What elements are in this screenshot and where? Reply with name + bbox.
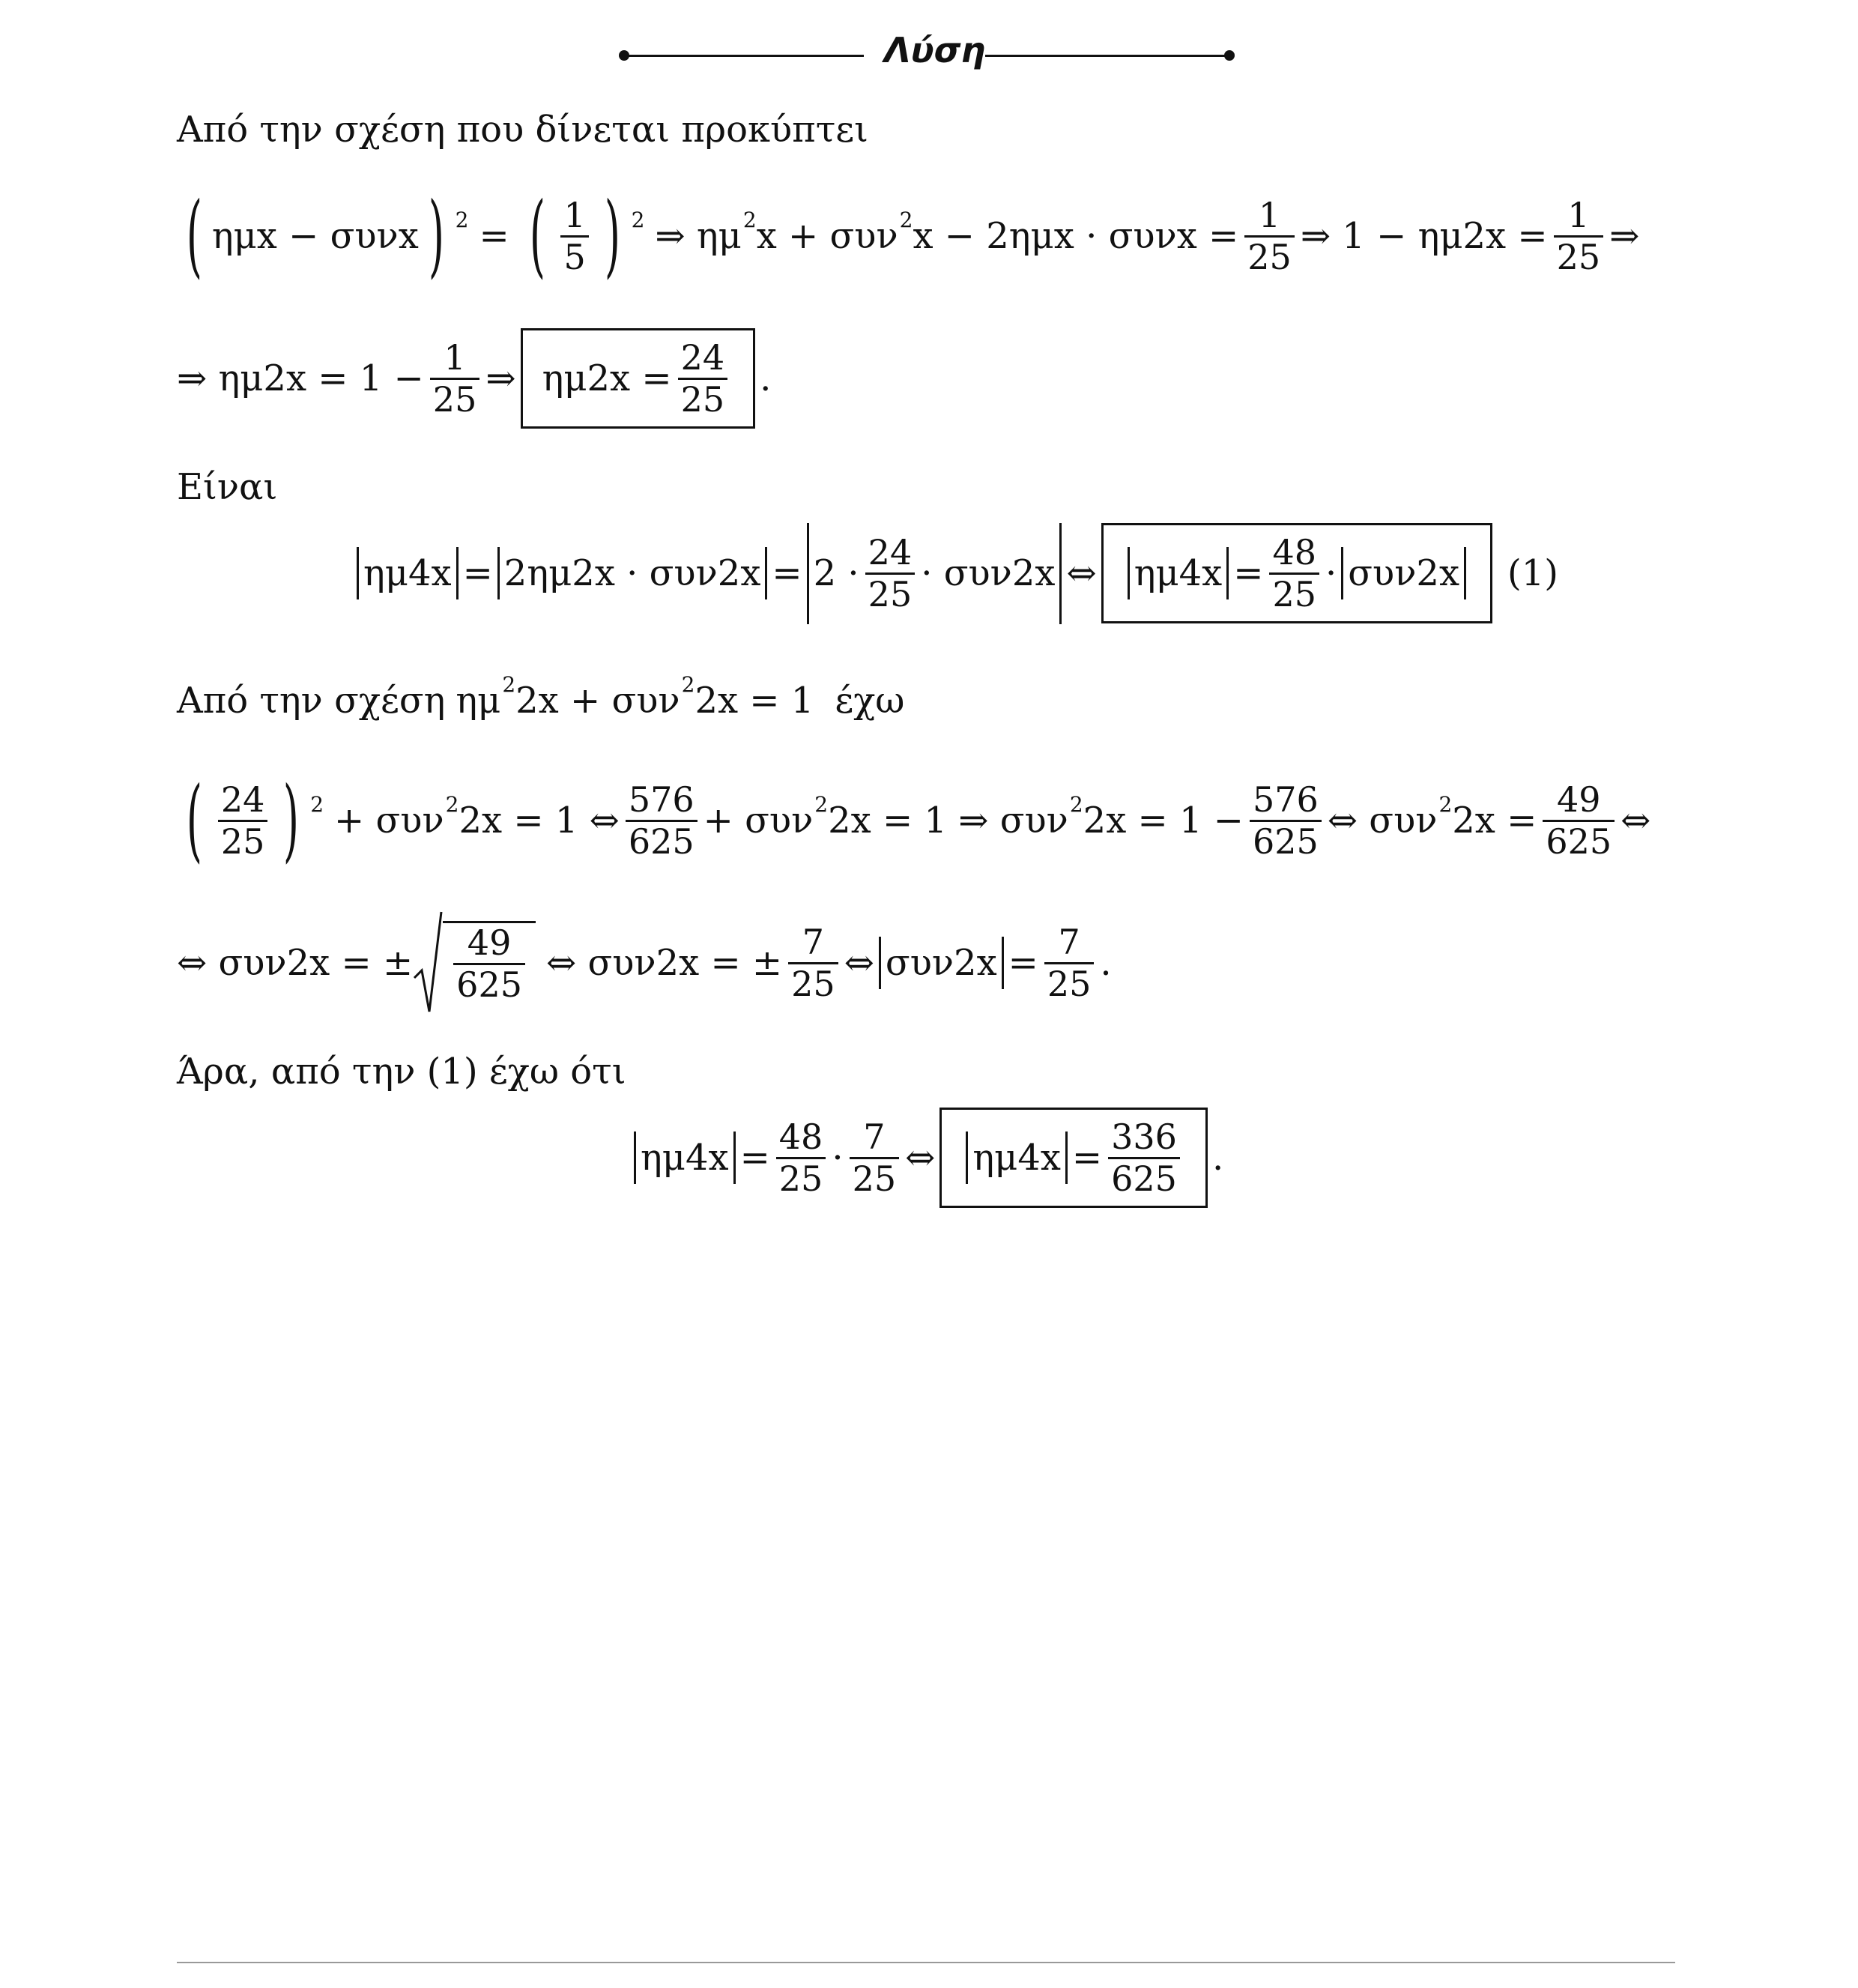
eq4-exponent: 2 xyxy=(310,791,324,817)
fraction-7-25-a xyxy=(788,922,838,1004)
abs-bar xyxy=(966,1132,968,1184)
abs-bar xyxy=(1128,547,1130,599)
eq4-t1: + συν xyxy=(334,800,444,842)
fraction-48-25-b xyxy=(776,1117,826,1199)
frac-num: 24 xyxy=(868,531,913,572)
eq4-sq-2: 2 xyxy=(814,791,829,817)
heading-text: Λύση xyxy=(884,30,986,70)
frac-den: 25 xyxy=(778,1158,823,1199)
abs-bar xyxy=(1464,547,1466,599)
fraction-24-25-b xyxy=(865,533,916,614)
eq4-sq-3: 2 xyxy=(1069,791,1083,817)
intro-text: Από την σχέση που δίνεται προκύπτει xyxy=(177,109,868,151)
eq4-t5: 2x = 1 − xyxy=(1083,800,1244,842)
ara-text: Άρα, από την (1) έχω ότι xyxy=(177,1051,626,1093)
frac-num: 7 xyxy=(863,1116,886,1157)
heading-right-dot xyxy=(1224,50,1235,61)
frac-den: 25 xyxy=(220,821,265,862)
eq3-c-pre: 2 · xyxy=(813,552,859,594)
frac-den: 25 xyxy=(868,573,913,614)
equation-5 xyxy=(177,907,1112,1019)
eq4-sq-1: 2 xyxy=(445,791,459,817)
eq5-iff: ⇔ xyxy=(844,942,874,984)
eq6-a: ημ4x xyxy=(641,1137,729,1179)
eq3-equals: = xyxy=(462,552,493,594)
paren-open-2: ( xyxy=(529,184,545,288)
equation-3 xyxy=(352,517,1558,629)
eq5-equals: = xyxy=(1008,942,1038,984)
frac-den: 5 xyxy=(563,236,586,277)
fraction-24-25-c xyxy=(218,780,268,862)
eq4-t4: 2x = 1 ⇒ συν xyxy=(828,800,1068,842)
from-rel-m1: ημ xyxy=(456,680,501,722)
frac-den: 625 xyxy=(1253,821,1319,862)
eq3-c-post: · συν2x xyxy=(921,552,1056,594)
heading-left-rule xyxy=(624,55,864,57)
radicand xyxy=(443,921,536,1005)
eq4-end: ⇔ xyxy=(1621,800,1651,842)
frac-num: 24 xyxy=(680,336,725,378)
eq3-a: ημ4x xyxy=(363,552,452,594)
frac-den: 625 xyxy=(628,821,695,862)
abs-bar xyxy=(1226,547,1229,599)
eq3-equals-2: = xyxy=(772,552,802,594)
eq1-lhs: ημx − συνx xyxy=(211,215,419,257)
abs-bar xyxy=(879,937,881,989)
eq4-t6: ⇔ συν xyxy=(1327,800,1438,842)
frac-den: 625 xyxy=(1546,821,1612,862)
eq1-exponent: 2 xyxy=(455,207,469,232)
eq2-start: ⇒ ημ2x = 1 − xyxy=(177,357,424,399)
box-lhs: ημ2x = xyxy=(542,357,672,399)
abs-bar xyxy=(1065,1132,1068,1184)
footer-rule xyxy=(177,1962,1675,1963)
eq1-mid4: ⇒ 1 − ημ2x = xyxy=(1300,215,1548,257)
eq4-t7: 2x = xyxy=(1452,800,1537,842)
fraction-1-25-a xyxy=(1244,196,1295,277)
eq4-sq-4: 2 xyxy=(1438,791,1453,817)
paren-close-2: ) xyxy=(604,184,620,288)
abs-bar-tall xyxy=(807,523,809,624)
frac-num: 48 xyxy=(1272,531,1317,572)
frac-num: 48 xyxy=(778,1116,823,1157)
equation-2 xyxy=(177,322,771,435)
frac-den: 25 xyxy=(1272,573,1317,614)
boxed-final-result xyxy=(939,1108,1208,1209)
box-dot: · xyxy=(1325,552,1337,594)
frac-num: 1 xyxy=(1567,194,1590,235)
boxed-result-abs-sin4x xyxy=(1101,523,1492,624)
fraction-1-5 xyxy=(560,196,588,277)
box-a: ημ4x xyxy=(1134,552,1223,594)
abs-bar xyxy=(456,547,459,599)
eq1-mid1: ⇒ ημ xyxy=(655,215,742,257)
frac-num: 7 xyxy=(1058,921,1080,962)
eq1-end-arrow: ⇒ xyxy=(1609,215,1640,257)
frac-den: 25 xyxy=(1556,236,1601,277)
frac-den: 625 xyxy=(456,964,522,1005)
from-rel-post: έχω xyxy=(835,680,905,722)
box-equals: = xyxy=(1071,1137,1103,1179)
abs-bar xyxy=(497,547,500,599)
solution-heading xyxy=(0,30,1858,75)
fraction-24-25 xyxy=(678,338,728,420)
frac-den: 25 xyxy=(852,1158,897,1199)
frac-num: 1 xyxy=(563,194,586,235)
eq1-mid3: x − 2ημx · συνx = xyxy=(913,215,1239,257)
eq1-sq-2: 2 xyxy=(899,207,913,232)
abs-bar xyxy=(1341,547,1343,599)
eq6-dot: · xyxy=(832,1137,844,1179)
fraction-49-625 xyxy=(1543,780,1615,862)
einai-text: Είναι xyxy=(177,466,278,508)
frac-den: 25 xyxy=(680,378,725,420)
fraction-336-625 xyxy=(1108,1117,1180,1199)
eq5-period: . xyxy=(1100,942,1112,984)
equation-label-1: (1) xyxy=(1507,552,1559,594)
equation-6 xyxy=(629,1102,1223,1214)
frac-num: 576 xyxy=(628,779,695,820)
heading-right-rule xyxy=(985,55,1229,57)
frac-num: 49 xyxy=(1556,779,1601,820)
eq5-abs-in: συν2x xyxy=(885,942,997,984)
eq3-iff: ⇔ xyxy=(1066,552,1097,594)
from-relation-line xyxy=(177,671,905,727)
fraction-576-625-b xyxy=(1250,780,1322,862)
paren-close-3: ) xyxy=(283,768,300,872)
eq5-mid: ⇔ συν2x = ± xyxy=(545,942,783,984)
boxed-result-sin2x xyxy=(521,328,756,429)
fraction-576-625-a xyxy=(626,780,697,862)
abs-bar xyxy=(634,1132,636,1184)
eq2-period: . xyxy=(760,357,772,399)
eq1-exponent-2: 2 xyxy=(631,207,645,232)
box-equals: = xyxy=(1233,552,1264,594)
frac-num: 7 xyxy=(802,921,825,962)
eq3-b: 2ημ2x · συν2x xyxy=(503,552,761,594)
radical-sign-icon xyxy=(413,910,443,1015)
abs-bar xyxy=(765,547,767,599)
frac-num: 576 xyxy=(1253,779,1319,820)
frac-num: 336 xyxy=(1111,1116,1177,1157)
eq6-equals: = xyxy=(739,1137,770,1179)
eq2-arrow: ⇒ xyxy=(485,357,516,399)
from-rel-m3: 2x = 1 xyxy=(695,680,814,722)
box-b: συν2x xyxy=(1348,552,1460,594)
fraction-1-25-c xyxy=(430,338,480,420)
radicand-fraction xyxy=(453,923,525,1005)
eq6-iff: ⇔ xyxy=(905,1137,936,1179)
equation-4 xyxy=(177,764,1650,877)
abs-bar xyxy=(1002,937,1004,989)
eq5-start: ⇔ συν2x = ± xyxy=(177,942,414,984)
abs-bar xyxy=(357,547,359,599)
frac-den: 25 xyxy=(1247,236,1292,277)
eq6-period: . xyxy=(1211,1137,1224,1179)
fraction-7-25-c xyxy=(850,1117,900,1199)
eq4-t3: + συν xyxy=(703,800,814,842)
equation-1 xyxy=(177,172,1639,300)
frac-num: 1 xyxy=(1258,194,1281,235)
frac-num: 24 xyxy=(220,779,265,820)
frac-num: 49 xyxy=(467,922,512,964)
fraction-1-25-b xyxy=(1554,196,1604,277)
eq1-mid2: x + συν xyxy=(756,215,898,257)
abs-bar xyxy=(733,1132,736,1184)
frac-den: 25 xyxy=(432,378,477,420)
eq1-equals: = xyxy=(479,215,509,257)
frac-den: 625 xyxy=(1111,1158,1177,1199)
from-rel-m2: 2x + συν xyxy=(515,680,680,722)
eq1-sq-1: 2 xyxy=(742,207,757,232)
paren-close: ) xyxy=(428,184,444,288)
abs-bar-tall xyxy=(1059,523,1062,624)
from-rel-sq-1: 2 xyxy=(502,671,516,697)
fraction-48-25 xyxy=(1269,533,1319,614)
eq4-t2: 2x = 1 ⇔ xyxy=(459,800,620,842)
paren-open: ( xyxy=(186,184,202,288)
from-rel-sq-2: 2 xyxy=(681,671,695,697)
from-rel-pre: Από την σχέση xyxy=(177,680,446,722)
paren-open-3: ( xyxy=(186,768,202,872)
sqrt-49-625 xyxy=(413,910,536,1015)
frac-den: 25 xyxy=(1047,963,1092,1004)
frac-den: 25 xyxy=(791,963,835,1004)
frac-num: 1 xyxy=(444,336,466,378)
fraction-7-25-b xyxy=(1044,922,1095,1004)
box-a: ημ4x xyxy=(972,1137,1061,1179)
